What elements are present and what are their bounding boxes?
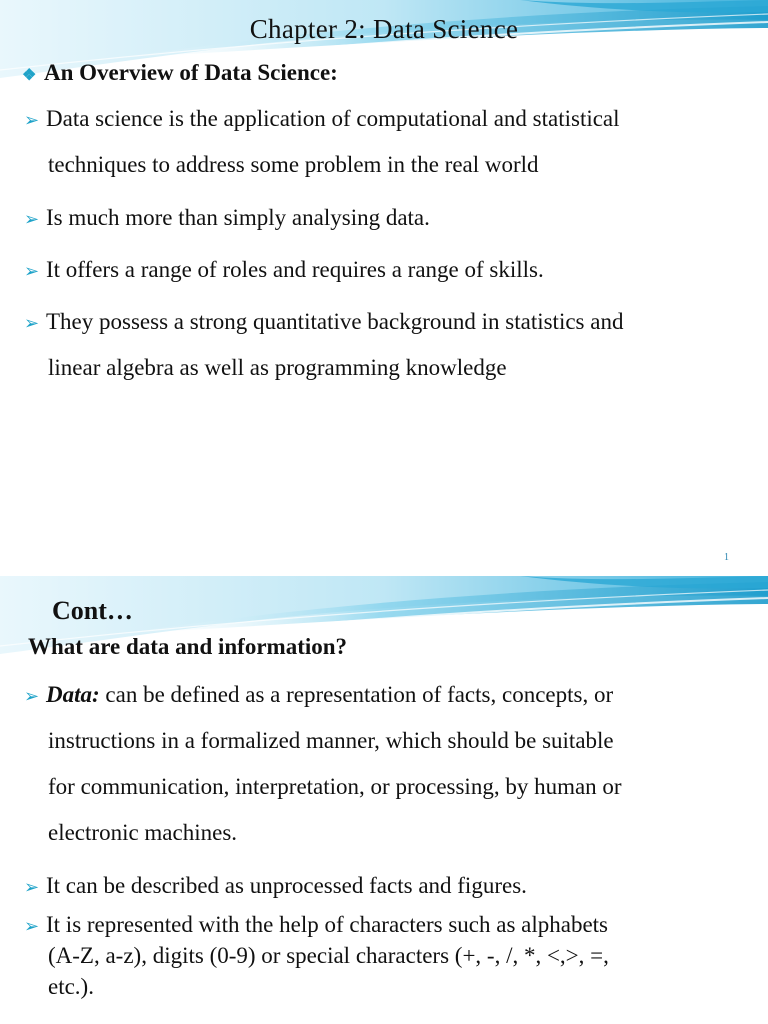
data-term: Data:: [46, 682, 100, 707]
bullet-characters-line-2: (A-Z, a-z), digits (0-9) or special characters (+, -, /, *, <,>, =,: [48, 943, 609, 968]
data-definition-line-2: instructions in a formalized manner, which should be suitable: [48, 728, 614, 753]
arrow-bullet-icon: ➢: [24, 877, 40, 897]
bullet-characters: ➢ It is represented with the help of characters such as alphabets: [24, 912, 609, 937]
bullet-2: ➢ Is much more than simply analysing data.: [24, 205, 430, 230]
data-definition-line-3: for communication, interpretation, or processing, by human or: [48, 774, 622, 799]
section-heading: What are data and information?: [28, 634, 348, 659]
bullet-data-definition: ➢ Data: can be defined as a representation of facts, concepts, or: [24, 682, 614, 707]
arrow-bullet-icon: ➢: [24, 686, 40, 706]
bullet-4: ➢ They possess a strong quantitative background in statistics and: [24, 309, 624, 334]
arrow-bullet-icon: ➢: [24, 313, 40, 333]
slide-2: [0, 576, 768, 1024]
arrow-bullet-icon: ➢: [24, 916, 40, 936]
page-number: 1: [724, 552, 729, 563]
slide-title: Cont…: [52, 596, 133, 625]
bullet-4-continued: linear algebra as well as programming knowledge: [48, 355, 507, 380]
bullet-unprocessed-facts: ➢ It can be described as unprocessed facts and figures.: [24, 873, 527, 898]
slide-title: Chapter 2: Data Science: [249, 14, 519, 44]
arrow-bullet-icon: ➢: [24, 261, 40, 281]
diamond-bullet-icon: ❖: [22, 67, 37, 84]
section-heading: ❖ An Overview of Data Science:: [22, 60, 338, 85]
bullet-characters-line-3: etc.).: [48, 974, 94, 999]
bullet-1: ➢ Data science is the application of computational and statistical: [24, 106, 620, 131]
bullet-1-continued: techniques to address some problem in the real world: [48, 152, 539, 177]
arrow-bullet-icon: ➢: [24, 209, 40, 229]
data-definition-line-4: electronic machines.: [48, 820, 238, 845]
arrow-bullet-icon: ➢: [24, 110, 40, 130]
bullet-3: ➢ It offers a range of roles and requires a range of skills.: [24, 257, 544, 282]
